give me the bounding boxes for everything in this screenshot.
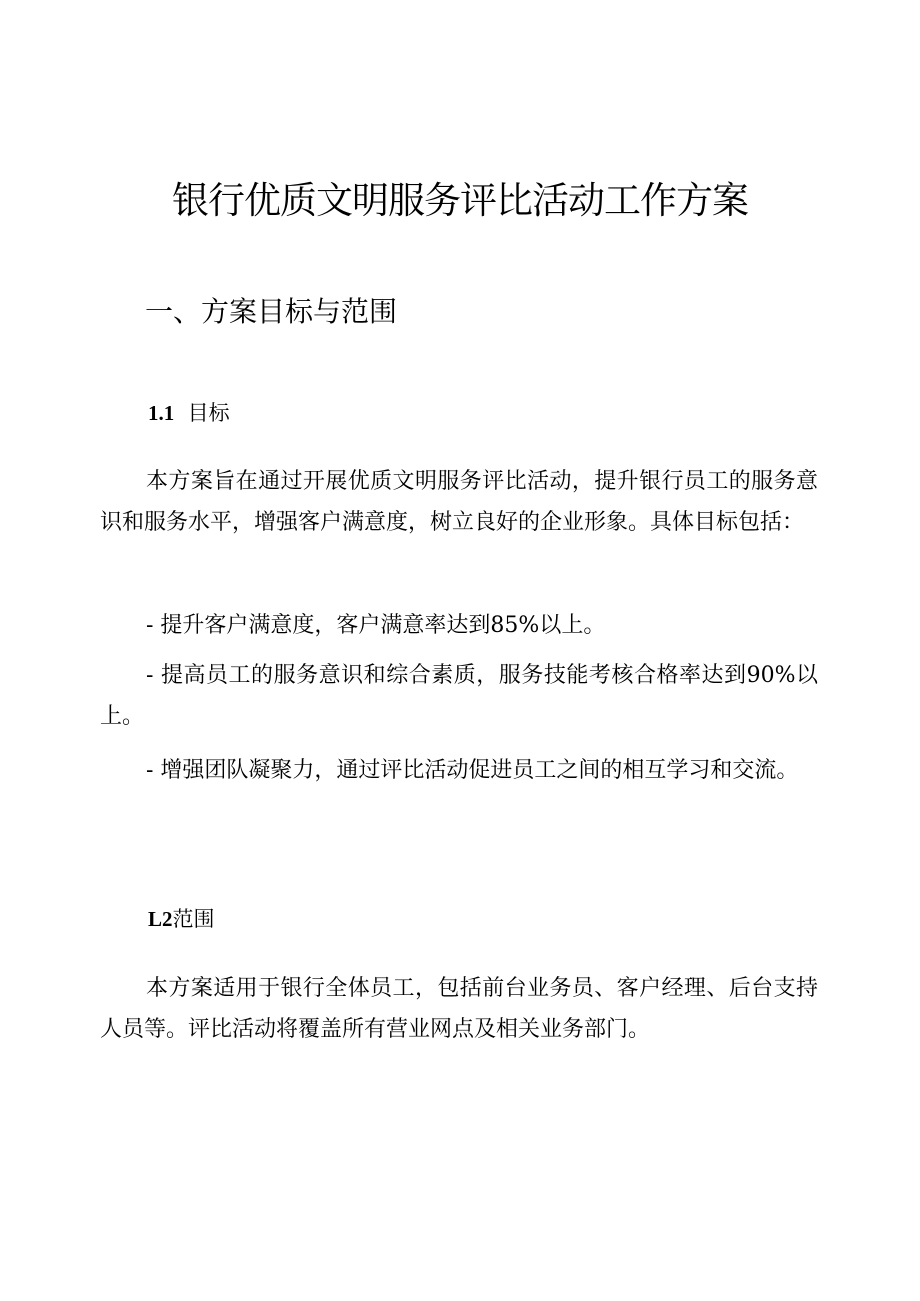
document-title: 银行优质文明服务评比活动工作方案	[172, 179, 748, 222]
subsection-heading-goal	[148, 398, 230, 428]
goal-bullet-1: - 提升客户满意度，客户满意率达到85%以上。	[146, 613, 606, 638]
goal-bullet-2: - 提高员工的服务意识和综合素质，服务技能考核合格率达到90%以上。	[100, 663, 818, 729]
scope-paragraph: 本方案适用于银行全体员工，包括前台业务员、客户经理、后台支持人员等。评比活动将覆盖所有营业网点及相关业务部门。	[100, 976, 818, 1042]
subsection-number: 1.1	[148, 401, 175, 425]
subsection-label: 范围	[172, 907, 215, 931]
section-heading: 一、方案目标与范围	[145, 295, 398, 328]
subsection-heading-scope	[148, 904, 215, 934]
subsection-number: L2	[148, 907, 173, 931]
goal-intro-paragraph: 本方案旨在通过开展优质文明服务评比活动，提升银行员工的服务意识和服务水平，增强客户满意度，树立良好的企业形象。具体目标包括：	[100, 469, 818, 535]
subsection-label: 目标	[187, 401, 230, 425]
goal-bullet-3: - 增强团队凝聚力，通过评比活动促进员工之间的相互学习和交流。	[146, 758, 799, 783]
